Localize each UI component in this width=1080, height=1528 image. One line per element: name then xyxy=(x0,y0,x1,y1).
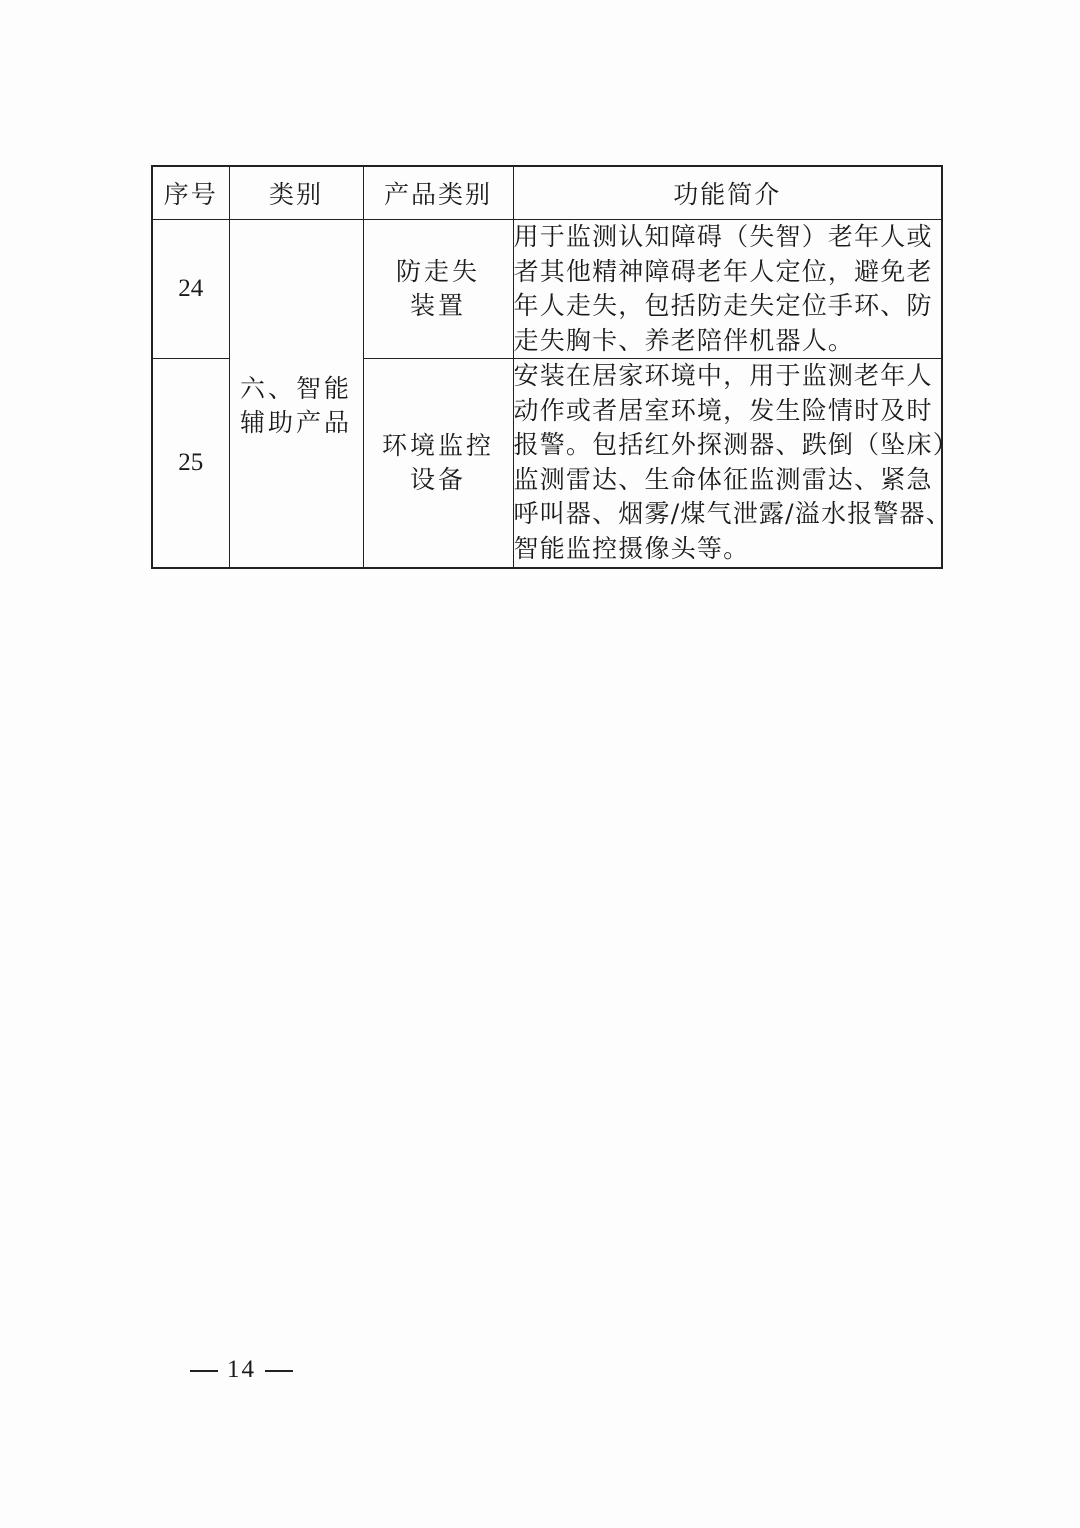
page-number-dash-right xyxy=(265,1370,293,1372)
row-number: 25 xyxy=(152,359,229,569)
description-line: 年人走失，包括防走失定位手环、防 xyxy=(513,291,933,320)
description-line: 走失胸卡、养老陪伴机器人。 xyxy=(513,325,855,355)
category-line: 辅助产品 xyxy=(239,408,352,437)
product-category-cell xyxy=(363,359,513,569)
description-cell xyxy=(513,359,959,569)
description-line: 呼叫器、烟雾/煤气泄露/溢水报警器、 xyxy=(513,499,952,528)
product-table xyxy=(151,165,959,569)
description-line: 监测雷达、生命体征监测雷达、紧急 xyxy=(513,464,933,494)
header-category: 类别 xyxy=(229,166,363,220)
table-row xyxy=(152,220,942,359)
product-line: 环境监控 xyxy=(381,431,494,460)
description-line: 者其他精神障碍老年人定位，避免老 xyxy=(513,256,933,286)
page-number-dash-left xyxy=(190,1370,218,1372)
category-cell xyxy=(229,220,363,569)
description-line: 智能监控摄像头等。 xyxy=(513,533,750,563)
header-product-category: 产品类别 xyxy=(363,166,513,220)
product-category-cell xyxy=(363,220,513,359)
description-cell xyxy=(513,220,942,359)
header-serial-number: 序号 xyxy=(152,166,229,220)
product-line: 设备 xyxy=(409,465,466,494)
description-line: 报警。包括红外探测器、跌倒（坠床） xyxy=(513,430,959,459)
category-line: 六、智能 xyxy=(239,374,352,403)
page-number xyxy=(181,1356,302,1384)
description-line: 安装在居家环境中，用于监测老年人 xyxy=(513,361,933,390)
product-line: 装置 xyxy=(409,291,466,320)
header-function-description: 功能简介 xyxy=(513,166,942,220)
description-line: 动作或者居室环境，发生险情时及时 xyxy=(513,395,933,425)
row-number: 24 xyxy=(152,220,229,359)
page-number-value: 14 xyxy=(227,1356,256,1383)
product-line: 防走失 xyxy=(395,257,480,286)
description-line: 用于监测认知障碍（失智）老年人或 xyxy=(513,222,933,251)
table-header-row xyxy=(152,166,942,220)
